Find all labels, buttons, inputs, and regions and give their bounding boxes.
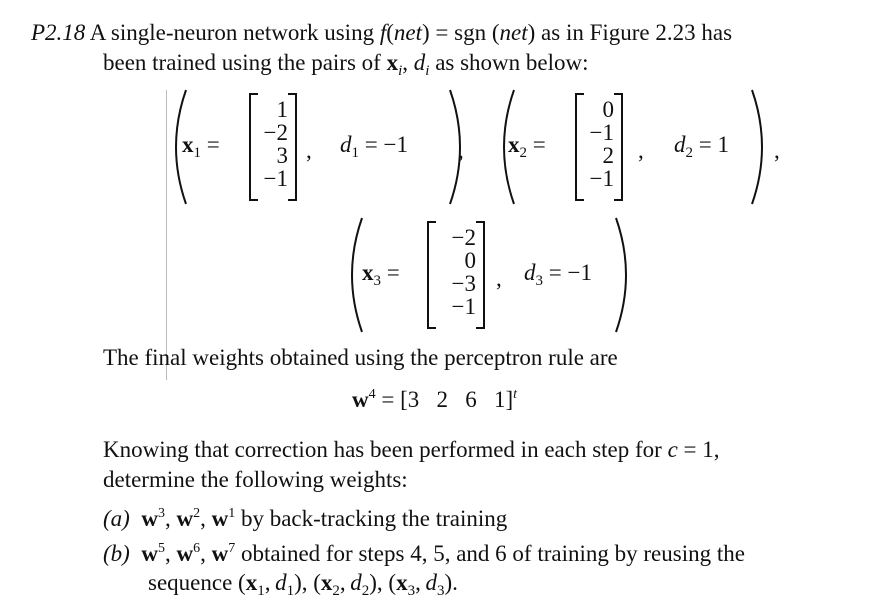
x3-sub: 3 bbox=[373, 273, 381, 289]
d-subscript: i bbox=[425, 63, 430, 79]
x2-letter: x bbox=[508, 132, 520, 157]
pair-1-trailing-comma: , bbox=[458, 138, 464, 163]
d2-sub: 2 bbox=[685, 145, 693, 161]
d3-sub: 3 bbox=[535, 273, 543, 289]
w-sup: 1 bbox=[228, 506, 236, 521]
d3-letter: d bbox=[524, 260, 536, 285]
seq-sub: 3 bbox=[407, 583, 416, 599]
x1-letter: x bbox=[182, 132, 194, 157]
w-symbol: w bbox=[352, 387, 369, 412]
sequence-word: sequence bbox=[148, 570, 233, 595]
w-sup: 7 bbox=[228, 541, 236, 556]
knowing-line-1 bbox=[103, 436, 720, 464]
figure-ref: as in Figure 2.23 has bbox=[541, 20, 733, 45]
x1-vector bbox=[252, 98, 288, 190]
d-symbol: d bbox=[413, 50, 426, 75]
net-symbol-2: net bbox=[499, 20, 528, 45]
problem-label: P2.18 bbox=[31, 20, 86, 45]
seq-sub: 2 bbox=[332, 583, 340, 599]
problem-line-2 bbox=[103, 49, 589, 77]
item-b-marker: (b) bbox=[103, 541, 130, 566]
w-sup: 3 bbox=[157, 506, 165, 521]
net-symbol: net bbox=[393, 20, 422, 45]
seq-d: d bbox=[425, 570, 437, 595]
item-a: (a) $w^3$, $w^2$, $w^1$ by back-tracking the training bbox=[103, 506, 508, 531]
x1-label: $x_1$ = bbox=[182, 132, 220, 161]
w-sup: 5 bbox=[157, 541, 165, 556]
x3-label: $x_3$ = bbox=[362, 260, 400, 289]
x2-vector bbox=[578, 98, 614, 190]
seq-sub: 1 bbox=[257, 583, 265, 599]
item-b-sequence: sequence ($x_1$, $d_1$), ($x_2$, $d_2$), ($x_3$, $d_3$). bbox=[148, 570, 458, 599]
item-a-marker: (a) bbox=[103, 506, 130, 531]
d2-label bbox=[674, 132, 729, 161]
d1-letter: d bbox=[340, 132, 352, 157]
x1-entry: 3 bbox=[276, 143, 288, 168]
seq-sub: 3 bbox=[436, 583, 445, 599]
pair-2-trailing-comma: , bbox=[774, 138, 780, 163]
d1-sub: 1 bbox=[351, 145, 359, 161]
x1-sub: 1 bbox=[193, 145, 201, 161]
seq-x: x bbox=[320, 570, 333, 595]
seq-sub: 2 bbox=[361, 583, 370, 599]
intro-text: A single-neuron network using bbox=[89, 20, 375, 45]
final-weights-text: The final weights obtained using the perceptron rule are bbox=[103, 345, 618, 370]
seq-d: d bbox=[275, 570, 287, 595]
x3-entry: −3 bbox=[451, 271, 476, 296]
x3-entry: −2 bbox=[451, 225, 476, 250]
x2-entry: 2 bbox=[602, 143, 614, 168]
x2-sub: 2 bbox=[519, 145, 527, 161]
seq-x: x bbox=[396, 570, 408, 595]
x2-entry: 0 bbox=[602, 97, 614, 122]
pair-1-comma: , bbox=[306, 138, 312, 163]
problem-line-1: P2.18 A single-neuron network using f(net) = sgn (net) as in Figure 2.23 has bbox=[31, 20, 733, 45]
x3-letter: x bbox=[362, 260, 374, 285]
pair-2-comma: , bbox=[638, 138, 644, 163]
final-weights-equation bbox=[352, 386, 517, 414]
d1-value: = −1 bbox=[364, 132, 408, 157]
c-value: = 1, bbox=[683, 437, 720, 462]
x3-entry: −1 bbox=[451, 294, 476, 319]
training-pair-1 bbox=[168, 86, 468, 208]
training-pair-2 bbox=[496, 86, 770, 208]
x2-entry: −1 bbox=[589, 120, 614, 145]
item-b: (b) $w^5$, $w^6$, $w^7$ obtained for steps 4, 5, and 6 of training by reusing the bbox=[103, 541, 745, 566]
trained-text: been trained using the pairs of bbox=[103, 50, 381, 75]
comma: , bbox=[402, 50, 409, 75]
scan-artifact-line bbox=[166, 90, 167, 380]
x3-entry: 0 bbox=[464, 248, 476, 273]
x3-vector bbox=[430, 226, 476, 318]
sgn-text: = sgn bbox=[435, 20, 487, 45]
x2-label: $x_2$ = bbox=[508, 132, 546, 161]
seq-sub: 1 bbox=[286, 583, 295, 599]
item-a-text: by back-tracking the training bbox=[240, 506, 508, 531]
x2-entry: −1 bbox=[589, 166, 614, 191]
x1-entry: −2 bbox=[263, 120, 288, 145]
seq-d: d bbox=[350, 570, 362, 595]
x1-entry: −1 bbox=[263, 166, 288, 191]
item-b-text: obtained for steps 4, 5, and 6 of training by reusing the bbox=[240, 541, 745, 566]
d3-label bbox=[524, 260, 592, 289]
knowing-text: Knowing that correction has been performed in each step for bbox=[103, 437, 662, 462]
f-symbol: f bbox=[379, 20, 387, 45]
period: . bbox=[452, 570, 458, 595]
w-sup: 6 bbox=[193, 541, 201, 556]
d3-value: = −1 bbox=[548, 260, 592, 285]
w4-values: = [3 2 6 1] bbox=[381, 387, 514, 412]
seq-x: x bbox=[245, 570, 258, 595]
pair-3-comma: , bbox=[496, 266, 502, 291]
w-superscript: 4 bbox=[368, 387, 376, 402]
shown-below-text: as shown below: bbox=[435, 50, 589, 75]
d2-value: = 1 bbox=[698, 132, 729, 157]
x1-entry: 1 bbox=[276, 97, 288, 122]
x-subscript: i bbox=[398, 63, 403, 79]
d2-letter: d bbox=[674, 132, 686, 157]
c-symbol: c bbox=[667, 437, 678, 462]
w-sup: 2 bbox=[193, 506, 201, 521]
transpose-mark: t bbox=[513, 387, 518, 402]
training-pair-3 bbox=[344, 214, 634, 336]
x-symbol: x bbox=[386, 50, 399, 75]
d1-label bbox=[340, 132, 408, 161]
knowing-line-2: determine the following weights: bbox=[103, 467, 408, 492]
